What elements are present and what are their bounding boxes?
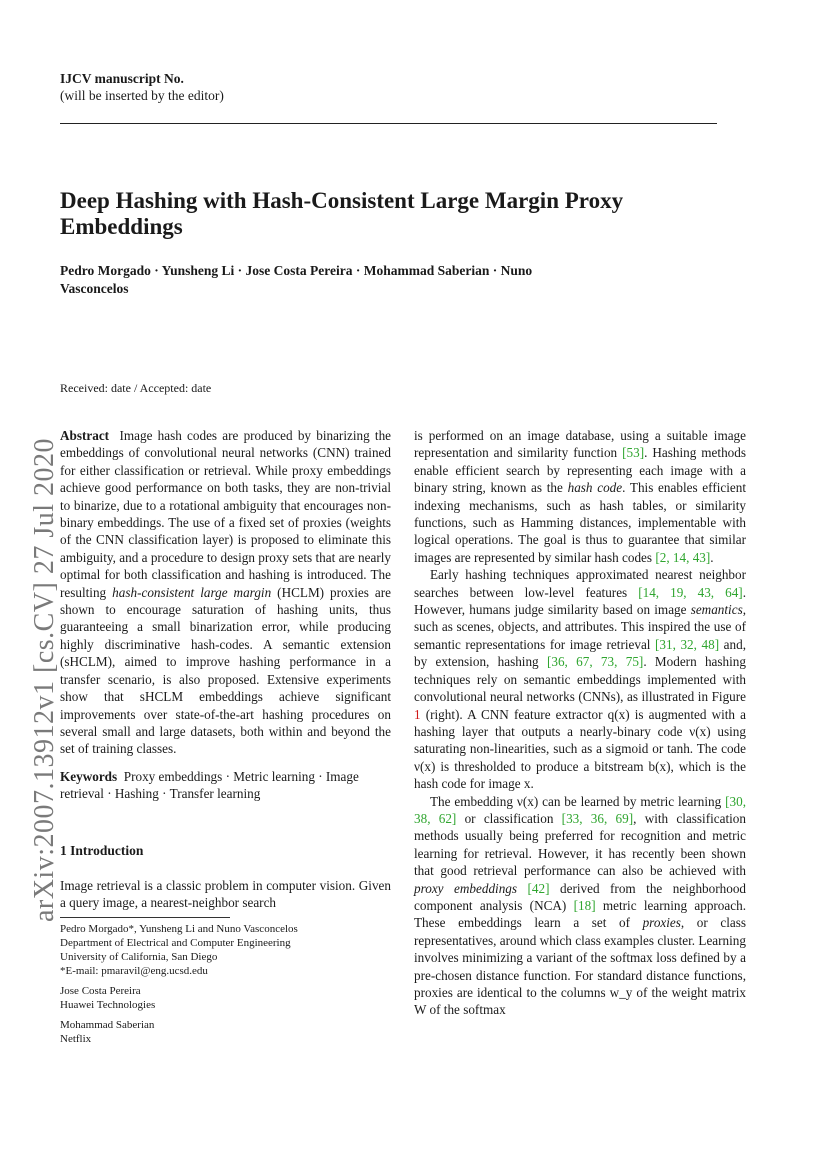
journal-name: IJCV manuscript No. xyxy=(60,71,184,86)
affil-authors: Pedro Morgado*, Yunsheng Li and Nuno Vasconcelos xyxy=(60,923,298,935)
text-span: , such as scenes, objects, and attributes. This inspired the use of semantic representations for image retrieval xyxy=(414,602,746,652)
paper-title: Deep Hashing with Hash-Consistent Large Margin Proxy Embeddings xyxy=(60,188,624,239)
text-span: The embedding ν(x) can be learned by metric learning xyxy=(430,793,726,809)
emphasis: semantics xyxy=(690,602,743,618)
affil-dept: Department of Electrical and Computer Engineering xyxy=(60,937,291,949)
emphasis: hash code xyxy=(567,480,623,496)
text-span: . Modern hashing techniques rely on semantic embeddings implemented with convolutional neural networks (CNNs), as illustrated in Figure xyxy=(414,654,746,705)
text-span: and, by extension, hashing xyxy=(414,636,746,670)
keywords-label: Keywords xyxy=(60,768,118,784)
text-span: , with classification methods usually being preferred for recognition and metric learning for retrieval. However, it has recently been shown that good retrieval performance can also be achieved with xyxy=(414,810,746,879)
text-span: . This enables efficient indexing mechanisms, such as hash tables, or similarity functions, such as Hamming distances, implementable with logical operations. The goal is thus to guarantee that similar images are represented by similar hash codes xyxy=(414,480,746,565)
affil-3-org: Netflix xyxy=(60,1033,92,1045)
citation-link[interactable]: [30, 38, 62] xyxy=(414,793,746,826)
abstract-emphasis: hash-consistent large margin xyxy=(112,584,272,600)
affil-univ: University of California, San Diego xyxy=(60,951,218,963)
abstract-label: Abstract xyxy=(60,428,110,443)
arxiv-stamp: arXiv:2007.13912v1 [cs.CV] 27 Jul 2020 xyxy=(29,437,60,923)
text-span: is performed on an image database, using a suitable image representation and similarity function xyxy=(414,428,746,461)
editor-note: (will be inserted by the editor) xyxy=(60,88,224,103)
header-rule xyxy=(60,123,717,124)
citation-link[interactable]: [42] xyxy=(527,880,550,896)
right-paragraph-3 xyxy=(414,793,746,1019)
text-span: metric learning approach. These embeddings learn a set of xyxy=(414,897,746,931)
text-span: derived from the neighborhood component analysis (NCA) xyxy=(414,880,747,913)
author-list: Pedro Morgado · Yunsheng Li · Jose Costa Pereira · Mohammad Saberian · Nuno Vasconcelos xyxy=(60,263,533,296)
intro-text: Image retrieval is a classic problem in computer vision. Given a query image, a nearest-neighbor search xyxy=(60,878,391,911)
right-paragraph-2 xyxy=(414,566,746,792)
text-span: , or class representatives, around which class examples cluster. Learning involves minimizing a variant of the softmax loss defined by a pre-chosen distance function. For standard distance functions, proxies are identical to the columns w_y of the weight matrix W of the softmax xyxy=(414,915,747,1018)
citation-link[interactable]: [18] xyxy=(573,897,596,913)
figure-link[interactable]: 1 xyxy=(414,706,421,722)
keywords-text: Proxy embeddings · Metric learning · Image retrieval · Hashing · Transfer learning xyxy=(60,768,359,802)
citation-link[interactable]: [36, 67, 73, 75] xyxy=(546,654,644,670)
text-span xyxy=(517,881,528,896)
citation-link[interactable]: [31, 32, 48] xyxy=(655,636,720,652)
citation-link[interactable]: [53] xyxy=(622,445,645,461)
citation-link[interactable]: [14, 19, 43, 64] xyxy=(638,584,743,600)
affil-2-name: Jose Costa Pereira xyxy=(60,985,141,997)
text-span: . However, humans judge similarity based on image xyxy=(414,584,746,618)
affil-email: *E-mail: pmaravil@eng.ucsd.edu xyxy=(60,965,208,977)
emphasis: proxies xyxy=(642,915,681,931)
emphasis: proxy embeddings xyxy=(414,880,518,896)
text-span: Early hashing techniques approximated nearest neighbor searches between low-level features xyxy=(414,567,746,600)
journal-header xyxy=(60,70,224,104)
received-date: Received: date / Accepted: date xyxy=(60,381,212,395)
section-heading-introduction: 1 Introduction xyxy=(60,843,144,858)
abstract-text-2: (HCLM) proxies are shown to encourage saturation of hashing units, thus guaranteeing a small binarization error, while producing highly discriminative hash-codes. A semantic extension (sHCLM), aimed to improve hashing performance in a transfer scenario, is also proposed. Extensive experiments show that sHCLM embeddings achieve significant improvements over state-of-the-art hashing procedures on several small and large datasets, both within and beyond the set of training classes. xyxy=(60,584,391,757)
citation-link[interactable]: [33, 36, 69] xyxy=(561,810,634,826)
citation-link[interactable]: [2, 14, 43] xyxy=(655,549,711,565)
footnote-rule xyxy=(60,917,230,918)
affil-2-org: Huawei Technologies xyxy=(60,999,156,1011)
abstract-text-1: Image hash codes are produced by binarizing the embeddings of convolutional neural networks (CNN) trained for either classification or retrieval. While proxy embeddings achieve good performance on both tasks, they are non-trivial to binarize, due to a rotational ambiguity that encourages non-binary embeddings. The use of a fixed set of proxies (weights of the CNN classification layer) is proposed to eliminate this ambiguity, and a procedure to design proxy sets that are nearly optimal for both classification and hashing is introduced. The resulting xyxy=(60,428,392,600)
right-paragraph-1: is performed on an image database, using a suitable image representation and similarity function [53]. Hashing methods enable efficient search by representing each image with a binary string, known as the hash code. This enables efficient indexing mechanisms, such as hash tables, or similarity functions, such as Hamming distances, implementable with logical operations. The goal is thus to guarantee that similar images are represented by similar hash codes [2, 14, 43]. xyxy=(414,428,746,565)
intro-paragraph xyxy=(60,877,391,912)
right-column xyxy=(414,427,746,1019)
affil-3-name: Mohammad Saberian xyxy=(60,1019,155,1031)
abstract xyxy=(60,427,391,803)
text-span: . Hashing methods enable efficient search by representing each image with a binary string, known as the xyxy=(414,445,746,496)
affiliations xyxy=(60,922,390,1052)
text-span: (right). A CNN feature extractor q(x) is augmented with a hashing layer that outputs a nearly-binary code ν(x) using saturating non-linearities, such as a sigmoid or tanh. The code ν(x) is thresholded to produce a bitstream b(x), which is the hash code for image x. xyxy=(414,706,746,792)
text-span: or classification xyxy=(456,810,562,826)
